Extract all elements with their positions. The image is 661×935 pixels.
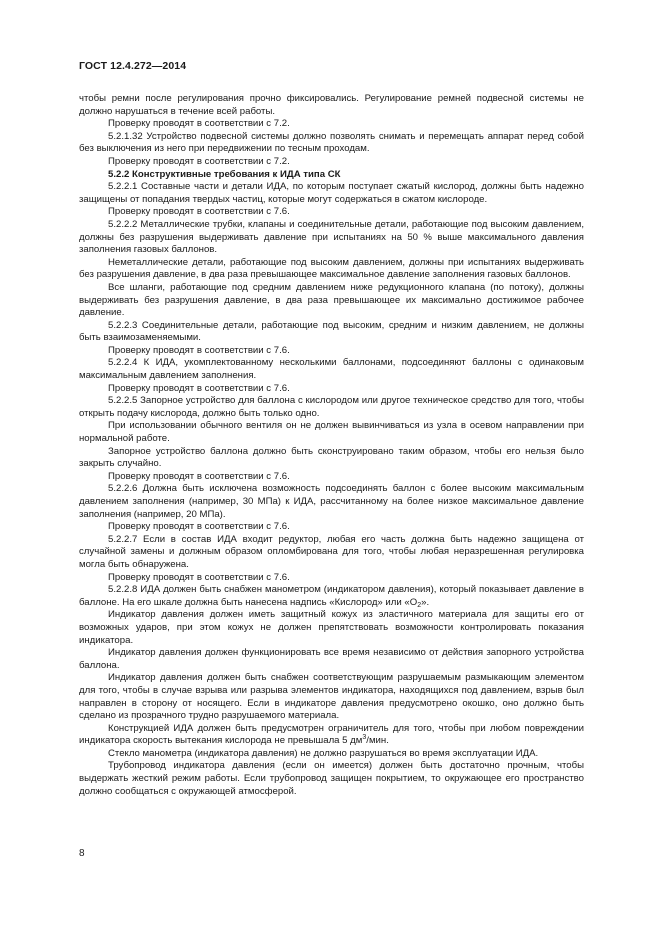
- paragraph-text: Все шланги, работающие под средним давлением ниже редукционного клапана (по потоку), должны выдерживать без разрушения давление, в два раза превышающее их максимально достижимое рабочее давление.: [79, 281, 584, 319]
- paragraph-text: Проверку проводят в соответствии с 7.6.: [108, 571, 290, 583]
- paragraph-text: При использовании обычного вентиля он не должен вывинчиваться из узла в осевом направлении при нормальной работе.: [79, 420, 584, 445]
- paragraph: [79, 446, 584, 471]
- page-number: 8: [79, 848, 85, 859]
- paragraph: [79, 131, 584, 156]
- paragraph-text: Проверку проводят в соответствии с 7.2.: [108, 118, 290, 130]
- page-header: ГОСТ 12.4.272—2014: [79, 60, 187, 72]
- paragraph: [79, 219, 584, 257]
- paragraph: [79, 320, 584, 345]
- paragraph: [79, 118, 584, 131]
- paragraph-text: Проверку проводят в соответствии с 7.6.: [108, 521, 290, 533]
- paragraph-text: 5.2.2 Конструктивные требования к ИДА типа СК: [108, 168, 341, 180]
- paragraph: [79, 181, 584, 206]
- paragraph-text: 5.2.2.6 Должна быть исключена возможность подсоединять баллон с более высоким максимальным давлением заполнения (например, 30 МПа) к ИДА, рассчитанному на более низкое максимальное давление заполнения (например, 20 МПа).: [79, 483, 584, 520]
- paragraph-text: Трубопровод индикатора давления (если он имеется) должен быть достаточно прочным, чтобы выдержать жесткий режим работы. Если трубопровод защищен покрытием, то окружающее его пространство должно сообщаться с окружающей атмосферой.: [79, 760, 584, 797]
- paragraph-text: 5.2.2.8 ИДА должен быть снабжен манометром (индикатором давления), который показывает давление в баллоне. На его шкале должна быть нанесена надпись «Кислород» или «O: [79, 584, 584, 608]
- paragraph-text: Конструкцией ИДА должен быть предусмотрен ограничитель для того, чтобы при любом повреждении индикатора скорость вытекания кислорода не превышала 5 дм: [79, 722, 584, 747]
- paragraph: [79, 572, 584, 585]
- paragraph: [79, 584, 584, 609]
- paragraph: [79, 760, 584, 798]
- paragraph: [79, 609, 584, 647]
- paragraph: [79, 647, 584, 672]
- paragraph-text: 5.2.1.32 Устройство подвесной системы должно позволять снимать и перемещать аппарат перед собой без выключения из него при передвижении по тесным проходам.: [79, 130, 584, 155]
- paragraph: [79, 534, 584, 572]
- paragraph: [79, 420, 584, 445]
- paragraph: [79, 257, 584, 282]
- subscript: 2: [417, 601, 422, 609]
- paragraph: [79, 471, 584, 484]
- paragraph: [79, 521, 584, 534]
- paragraph-text: Неметаллические детали, работающие под высоким давлением, должны при испытаниях выдерживать без разрушения давление, в два раза превышающее максимальное давление заполнения газовых баллонов.: [79, 256, 584, 281]
- paragraph: [79, 156, 584, 169]
- paragraph-text: Индикатор давления должен быть снабжен соответствующим разрушаемым размыкающим элементом для того, чтобы в случае взрыва или разрыва элементов индикатора, находящихся под давлением, взрыв был направлен в сторону от носящего. Если в индикаторе давления предусмотрено окошко, оно должно быть сделано из прозрачного трудно разрушаемого материала.: [79, 672, 584, 722]
- paragraph-text: 5.2.2.2 Металлические трубки, клапаны и соединительные детали, работающие под высоким давлением, должны без разрушения выдерживать давление при испытаниях на 50 % выше максимального давления заполнения газовых баллонов.: [79, 218, 584, 256]
- paragraph: [79, 206, 584, 219]
- paragraph-text: 5.2.2.3 Соединительные детали, работающие под высоким, средним и низким давлением, не должны быть взаимозаменяемыми.: [79, 319, 584, 344]
- paragraph-text: 5.2.2.1 Составные части и детали ИДА, по которым поступает сжатый кислород, должны быть надежно защищены от попадания твердых частиц, которые могут содержаться в сжатом кислороде.: [79, 181, 584, 205]
- paragraph: [79, 395, 584, 420]
- paragraph-text: Стекло манометра (индикатора давления) не должно разрушаться во время эксплуатации ИДА.: [108, 747, 539, 759]
- paragraph: [79, 357, 584, 382]
- paragraph-text: 5.2.2.4 К ИДА, укомплектованному несколькими баллонами, подсоединяют баллоны с одинаковым максимальным давлением заполнения.: [79, 357, 584, 382]
- paragraph-text: Индикатор давления должен иметь защитный кожух из эластичного материала для защиты его от возможных ударов, при этом кожух не должен препятствовать возможности контролировать показания индикатора.: [79, 609, 584, 646]
- paragraph-text: Проверку проводят в соответствии с 7.6.: [108, 470, 290, 482]
- paragraph: [79, 345, 584, 358]
- paragraph-tail: /мин.: [366, 735, 389, 747]
- paragraph-text: 5.2.2.5 Запорное устройство для баллона с кислородом или другое техническое средство для того, чтобы открыть подачу кислорода, должно быть только одно.: [79, 395, 584, 419]
- body-text: [79, 93, 584, 798]
- paragraph-text: чтобы ремни после регулирования прочно фиксировались. Регулирование ремней подвесной системы не должно нарушаться в течение всей работы.: [79, 93, 584, 117]
- superscript: 3: [362, 734, 367, 742]
- paragraph-text: Запорное устройство баллона должно быть сконструировано таким образом, чтобы его нельзя было закрыть случайно.: [79, 445, 584, 470]
- paragraph: [79, 748, 584, 761]
- paragraph-text: Индикатор давления должен функционировать все время независимо от действия запорного устройства баллона.: [79, 647, 584, 671]
- paragraph-text: Проверку проводят в соответствии с 7.6.: [108, 382, 290, 394]
- section-heading: [79, 169, 584, 182]
- paragraph-text: 5.2.2.7 Если в состав ИДА входит редуктор, любая его часть должна быть надежно защищена от случайной замены и должным образом опломбирована для того, чтобы любая неразрешенная регулировка могла быть обнаружена.: [79, 533, 584, 570]
- paragraph: [79, 282, 584, 320]
- paragraph: [79, 672, 584, 722]
- paragraph: [79, 723, 584, 748]
- paragraph-text: Проверку проводят в соответствии с 7.2.: [108, 155, 290, 167]
- paragraph-text: Проверку проводят в соответствии с 7.6.: [108, 206, 290, 218]
- paragraph: [79, 483, 584, 521]
- paragraph: [79, 383, 584, 396]
- paragraph: [79, 93, 584, 118]
- paragraph-text: Проверку проводят в соответствии с 7.6.: [108, 344, 290, 356]
- paragraph-tail: ».: [421, 596, 430, 608]
